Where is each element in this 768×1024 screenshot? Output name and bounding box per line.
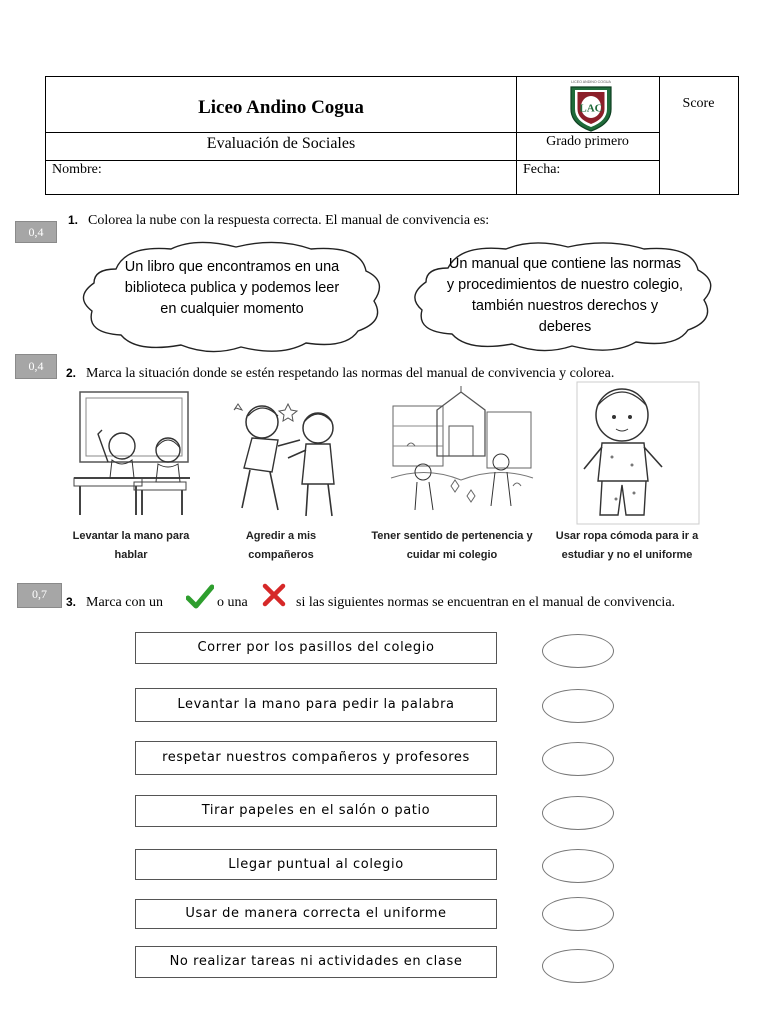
caption-3: Tener sentido de pertenencia y cuidar mi colegio [371,530,533,561]
question-number: 2. [66,366,77,380]
question-text: Colorea la nube con la respuesta correcta. El manual de convivencia es: [88,213,490,228]
divider [46,160,659,161]
date-field-label: Fecha: [523,162,561,177]
question-number: 3. [66,595,77,609]
rule-box: No realizar tareas ni actividades en clase [135,946,497,978]
boy-pajamas-picture[interactable] [576,381,700,525]
cloud-left-text: Un libro que encontramos en una biblioteca publica y podemos leer en cualquier momento [124,259,340,317]
question-text-middle: o una [217,595,248,610]
points-badge: 0,4 [15,221,57,243]
cross-icon [261,583,287,607]
answer-oval[interactable] [542,634,614,668]
subject-title: Evaluación de Sociales [206,135,356,152]
answer-oval[interactable] [542,849,614,883]
logo-top-text: LICEO ANDINO COGUA [571,80,611,84]
answer-oval[interactable] [542,949,614,983]
rule-box: Llegar puntual al colegio [135,849,497,880]
question-2 [66,366,614,382]
question-text-end: si las siguientes normas se encuentran en el manual de convivencia. [296,595,676,610]
answer-oval[interactable] [542,897,614,931]
caption-4: Usar ropa cómoda para ir a estudiar y no el uniforme [555,530,699,561]
grade-label: Grado primero [546,134,629,149]
rule-box: Usar de manera correcta el uniforme [135,899,497,929]
points-badge: 0,4 [15,354,57,379]
question-text: Marca con un [86,595,163,610]
question-number: 1. [68,213,79,227]
check-icon [186,584,214,610]
classroom-raising-hand-picture[interactable] [72,390,192,520]
school-garden-picture[interactable] [387,386,535,522]
question-text: Marca la situación donde se estén respetando las normas del manual de convivencia y colorea. [86,366,615,381]
cloud-right-text: Un manual que contiene las normas y procedimientos de nuestro colegio, también nuestros derechos y deberes [446,256,684,335]
rule-box: Tirar papeles en el salón o patio [135,795,497,827]
rule-box: Levantar la mano para pedir la palabra [135,688,497,722]
name-field-label: Nombre: [52,162,102,177]
answer-oval[interactable] [542,742,614,776]
school-name: Liceo Andino Cogua [198,97,364,118]
divider [659,77,660,194]
caption-1: Levantar la mano para hablar [72,530,190,561]
answer-oval[interactable] [542,689,614,723]
question-3 [66,595,163,611]
caption-2: Agredir a mis compañeros [245,530,317,561]
divider [659,194,739,195]
question-1 [68,213,489,229]
points-badge: 0,7 [17,583,62,608]
header-table [45,76,739,195]
rule-box: Correr por los pasillos del colegio [135,632,497,664]
rule-box: respetar nuestros compañeros y profesores [135,741,497,775]
children-fighting-picture[interactable] [222,398,362,524]
logo-letters: LAC [579,102,603,115]
school-logo [559,78,623,133]
score-label: Score [682,96,715,111]
answer-oval[interactable] [542,796,614,830]
